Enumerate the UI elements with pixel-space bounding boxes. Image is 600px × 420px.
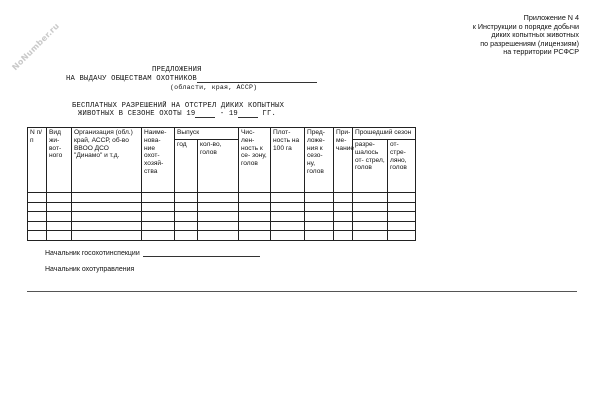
table-cell[interactable] xyxy=(271,231,305,241)
table-cell[interactable] xyxy=(353,202,388,212)
table-cell[interactable] xyxy=(175,202,198,212)
appendix-note xyxy=(473,14,579,57)
appendix-line: к Инструкции о порядке добычи xyxy=(472,21,579,31)
table-cell[interactable] xyxy=(353,193,388,203)
season-text-end: ГГ. xyxy=(257,110,276,118)
table-cell[interactable] xyxy=(239,202,271,212)
table-cell[interactable] xyxy=(175,212,198,222)
col-notes: При- ме- чание xyxy=(334,128,353,193)
appendix-line: по разрешениям (лицензиям) xyxy=(480,38,579,48)
table-cell[interactable] xyxy=(353,231,388,241)
table-cell[interactable] xyxy=(142,231,175,241)
table-cell[interactable] xyxy=(334,212,353,222)
table-cell[interactable] xyxy=(47,231,72,241)
col-release-year: год xyxy=(175,140,198,193)
col-organization: Организация (обл.) край, АССР, об-во ВВОО ДСО "Динамо" и т.д. xyxy=(72,128,142,193)
col-density: Плот- ность на 100 га xyxy=(271,128,305,193)
table-cell[interactable] xyxy=(305,202,334,212)
table-cell[interactable] xyxy=(175,193,198,203)
season-line xyxy=(78,110,276,118)
table-cell[interactable] xyxy=(72,221,142,231)
table-row xyxy=(28,231,416,241)
col-past-shot: от- стре- ляно, голов xyxy=(388,140,416,193)
table-body xyxy=(28,193,416,241)
table-cell[interactable] xyxy=(334,202,353,212)
col-farm: Наиме- нова- ние охот- хозяй- ства xyxy=(142,128,175,193)
table-cell[interactable] xyxy=(271,212,305,222)
col-population: Чис- лен- ность к се- зону, голов xyxy=(239,128,271,193)
signature-label: Начальник госохотинспекции xyxy=(45,250,140,257)
table-row xyxy=(28,202,416,212)
table-cell[interactable] xyxy=(388,193,416,203)
season-text: ЖИВОТНЫХ В СЕЗОНЕ ОХОТЫ 19 xyxy=(78,110,196,118)
col-past-allowed: разре- шалось от- стрел, голов xyxy=(353,140,388,193)
table-cell[interactable] xyxy=(198,212,239,222)
table-cell[interactable] xyxy=(47,202,72,212)
col-animal: Вид жи- вот- ного xyxy=(47,128,72,193)
region-blank xyxy=(197,75,317,83)
table-cell[interactable] xyxy=(198,221,239,231)
table-cell[interactable] xyxy=(388,221,416,231)
table-cell[interactable] xyxy=(142,202,175,212)
form-title: ПРЕДЛОЖЕНИЯ xyxy=(152,66,202,74)
table-cell[interactable] xyxy=(142,193,175,203)
table-cell[interactable] xyxy=(388,212,416,222)
table-cell[interactable] xyxy=(198,193,239,203)
table-cell[interactable] xyxy=(175,231,198,241)
table-cell[interactable] xyxy=(334,231,353,241)
table-cell[interactable] xyxy=(72,212,142,222)
table-cell[interactable] xyxy=(239,212,271,222)
col-number: N п/п xyxy=(28,128,47,193)
form-heading-line: БЕСПЛАТНЫХ РАЗРЕШЕНИЙ НА ОТСТРЕЛ ДИКИХ КОПЫТНЫХ xyxy=(72,102,285,110)
table-cell[interactable] xyxy=(198,231,239,241)
col-past-season: Прошедший сезон xyxy=(353,128,416,140)
table-cell[interactable] xyxy=(28,221,47,231)
region-caption: (области, края, АССР) xyxy=(170,84,258,91)
table-cell[interactable] xyxy=(334,221,353,231)
table-cell[interactable] xyxy=(72,202,142,212)
table-row xyxy=(28,212,416,222)
table-cell[interactable] xyxy=(305,193,334,203)
table-cell[interactable] xyxy=(47,221,72,231)
table-cell[interactable] xyxy=(47,212,72,222)
signature-label: Начальник охотуправления xyxy=(45,266,135,273)
proposals-table xyxy=(27,127,416,241)
table-row xyxy=(28,193,416,203)
table-cell[interactable] xyxy=(28,193,47,203)
form-subtitle xyxy=(66,75,317,83)
table-cell[interactable] xyxy=(72,193,142,203)
table-cell[interactable] xyxy=(305,221,334,231)
signature-hunting xyxy=(45,266,134,273)
appendix-line: диких копытных животных xyxy=(491,30,579,40)
year-blank xyxy=(238,110,258,118)
table-cell[interactable] xyxy=(28,212,47,222)
table-row xyxy=(28,221,416,231)
year-blank xyxy=(195,110,215,118)
table-cell[interactable] xyxy=(239,231,271,241)
table-cell[interactable] xyxy=(198,202,239,212)
table-cell[interactable] xyxy=(28,231,47,241)
table-cell[interactable] xyxy=(142,212,175,222)
table-cell[interactable] xyxy=(72,231,142,241)
signature-blank xyxy=(143,249,260,257)
subtitle-text: НА ВЫДАЧУ ОБЩЕСТВАМ ОХОТНИКОВ xyxy=(66,75,197,83)
watermark: NoNumber.ru xyxy=(10,21,62,73)
bottom-rule xyxy=(27,291,577,292)
table-cell[interactable] xyxy=(175,221,198,231)
table-cell[interactable] xyxy=(305,231,334,241)
table-cell[interactable] xyxy=(305,212,334,222)
table-cell[interactable] xyxy=(47,193,72,203)
table-cell[interactable] xyxy=(142,221,175,231)
table-cell[interactable] xyxy=(353,221,388,231)
table-cell[interactable] xyxy=(353,212,388,222)
appendix-line: Приложение N 4 xyxy=(523,13,579,22)
signature-inspection xyxy=(45,249,260,257)
col-release: Выпуск xyxy=(175,128,239,140)
col-release-count: кол-во, голов xyxy=(198,140,239,193)
table-cell[interactable] xyxy=(239,193,271,203)
table-cell[interactable] xyxy=(28,202,47,212)
table-cell[interactable] xyxy=(271,221,305,231)
table-cell[interactable] xyxy=(388,231,416,241)
table-cell[interactable] xyxy=(271,202,305,212)
season-text-dash: - 19 xyxy=(215,110,238,118)
table-cell[interactable] xyxy=(334,193,353,203)
table-cell[interactable] xyxy=(271,193,305,203)
table-cell[interactable] xyxy=(239,221,271,231)
col-proposals: Пред- ложе- ния к сезо- ну, голов xyxy=(305,128,334,193)
table-cell[interactable] xyxy=(388,202,416,212)
appendix-line: на территории РСФСР xyxy=(503,47,579,57)
